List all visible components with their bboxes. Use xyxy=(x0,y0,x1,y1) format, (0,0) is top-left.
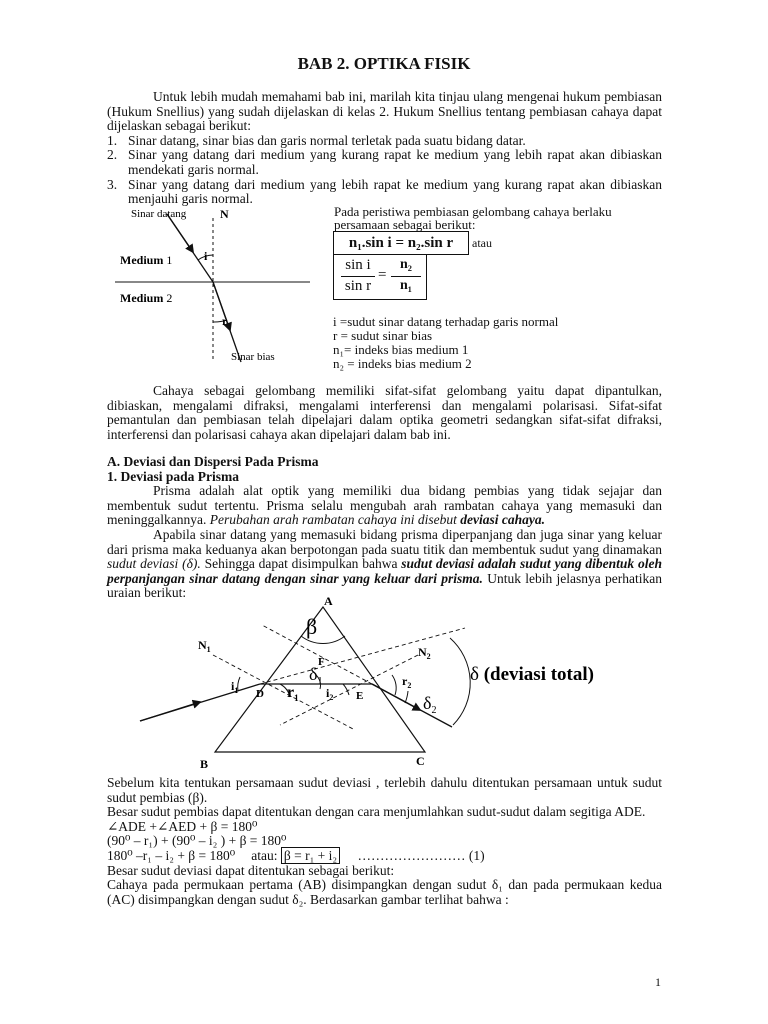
snellius-list xyxy=(107,134,662,207)
snell-ratio xyxy=(333,254,427,300)
incident-arrow-icon xyxy=(140,702,200,721)
list-item: 1. Sinar datang, sinar bias dan garis normal terletak pada suatu bidang datar. xyxy=(107,132,526,148)
section-a xyxy=(107,455,662,601)
angle-i2-arc xyxy=(343,684,349,695)
list-item: 3. Sinar yang datang dari medium yang lebih rapat ke medium yang kurang rapat akan dibiaskan menjauhi garis normal. xyxy=(107,176,662,207)
total-deviation-arc xyxy=(450,638,470,725)
angle-i-label: i xyxy=(204,249,208,263)
fraction-bar xyxy=(341,276,375,277)
equation-3: 180⁰ –r₁ – i₂ + β = 180⁰ atau: β = r₁ + i₂ …………………… (1) xyxy=(107,847,485,863)
wave-section xyxy=(107,384,662,442)
equation-1: ∠ADE +∠AED + β = 180⁰ xyxy=(107,818,258,834)
point-d-label: D xyxy=(256,688,264,700)
equation-2: (90⁰ – r₁) + (90⁰ – i₂ ) + β = 180⁰ xyxy=(107,833,287,849)
angle-r-label: r xyxy=(222,314,228,328)
page-number: 1 xyxy=(655,975,661,989)
refracted-label: Sinar bias xyxy=(231,351,275,363)
snell-legend xyxy=(333,315,663,371)
ratio-den-right: n₁ xyxy=(400,278,412,293)
point-e-label: E xyxy=(356,690,364,702)
delta2-label: $\delta_2$ xyxy=(423,693,437,716)
legend-item: i =sudut sinar datang terhadap garis normal xyxy=(333,314,559,329)
ratio-den-left: sin r xyxy=(344,278,372,294)
wave-paragraph: Cahaya sebagai gelombang memiliki sifat-sifat gelombang yaitu dapat dipantulkan, dibiaskan, mengalami difraksi, mengalami interferensi dan mengalami polarisasi. Sifat-sifat pemantulan dan pembiasan telah dipelajari dalam optika geometri sedangkan sifat-sifat difraksi, interferensi dan polarisasi cahaya akan dipelajari dalam bab ini. xyxy=(107,383,662,442)
incident-extension xyxy=(260,628,465,684)
intro-paragraph: Untuk lebih mudah memahami bab ini, marilah kita tinjau ulang mengenai hukum pembiasan (Hukum Snellius) yang sudah dijelaskan di kelas 2. Hukum Snellius tentang pembiasan cahaya dapat dijelaskan sebagai berikut: xyxy=(107,89,662,134)
legend-item: n₁= indeks bias medium 1 xyxy=(333,342,469,357)
angle-r1-label: $r_1$ xyxy=(287,684,299,703)
incident-label: Sinar datang xyxy=(131,208,187,220)
apex-angle-text: Besar sudut pembias dapat ditentukan dengan cara menjumlahkan sudut-sudut dalam segitiga ADE. xyxy=(107,804,646,820)
prism-paragraph: Prisma adalah alat optik yang memiliki dua bidang pembias yang tidak sejajar dan membentuk sudut tertentu. Prisma selalu mengubah arah rambatan cahaya yang memasuki dan meninggalkannya. Perubahan arah rambatan cahaya ini disebut deviasi cahaya. xyxy=(107,483,662,528)
medium1-label: Medium 1 xyxy=(120,253,173,267)
refraction-diagram xyxy=(105,200,330,375)
ratio-num-right: n₂ xyxy=(400,257,412,272)
angle-i2-label: $i_2$ xyxy=(326,686,334,702)
subsection-heading: 1. Deviasi pada Prisma xyxy=(107,468,240,484)
snell-formula: n₁.sin i = n₂.sin r xyxy=(333,231,469,255)
normal-n2-label: $N_2$ xyxy=(418,645,431,661)
fraction-bar xyxy=(391,276,421,277)
medium2-label: Medium 2 xyxy=(120,291,173,305)
section-heading: A. Deviasi dan Dispersi Pada Prisma xyxy=(107,454,319,469)
ratio-equals: = xyxy=(378,267,387,283)
deviation-explanation: Cahaya pada permukaan pertama (AB) disimpangkan dengan sudut δ₁ dan pada permukaan kedua (AC) disimpangkan dengan sudut δ₂. Berdasarkan gambar terlihat bahwa : xyxy=(107,877,662,907)
derivation-section xyxy=(107,776,662,907)
beta-label: β xyxy=(306,614,318,639)
list-item: 2. Sinar yang datang dari medium yang kurang rapat ke medium yang lebih rapat akan dibiaskan mendekati garis normal. xyxy=(107,147,662,177)
legend-item: r = sudut sinar bias xyxy=(333,328,433,343)
page-title: BAB 2. OPTIKA FISIK xyxy=(297,54,471,73)
total-deviation-label: δ (deviasi total) xyxy=(470,664,594,685)
deviation-method-text: Besar sudut deviasi dapat ditentukan sebagai berikut: xyxy=(107,862,395,878)
legend-item: n₂ = indeks bias medium 2 xyxy=(333,356,472,371)
ratio-num-left: sin i xyxy=(345,257,371,273)
vertex-b-label: B xyxy=(200,757,209,771)
deviation-paragraph: Apabila sinar datang yang memasuki bidang prisma diperpanjang dan juga sinar yang keluar dari prisma maka keduanya akan berpotongan pada suatu titik dan membentuk sudut yang dinamakan sudut deviasi (δ). Sehingga dapat disimpulkan bahwa sudut deviasi adalah sudut yang dibentuk oleh perpanjangan sinar datang dengan sinar yang keluar dari prisma. Untuk lebih jelasnya perhatikan uraian berikut: xyxy=(107,526,662,601)
intro-section xyxy=(107,90,662,207)
point-f-label: F xyxy=(318,656,325,668)
normal-label: N xyxy=(220,207,229,221)
deviation-intro: Sebelum kita tentukan persamaan sudut deviasi , terlebih dahulu ditentukan persamaan untuk sudut sudut pembias (β). xyxy=(107,775,662,805)
angle-i1-label: $i_1$ xyxy=(231,679,239,695)
vertex-c-label: C xyxy=(416,754,425,768)
prism-diagram xyxy=(0,595,768,775)
normal-n1-label: $N_1$ xyxy=(198,638,211,654)
atau-label: atau xyxy=(472,236,492,250)
delta1-label: $\delta_1$ xyxy=(309,664,323,687)
angle-r2-label: $r_2$ xyxy=(402,674,412,690)
snell-intro: Pada peristiwa pembiasan gelombang cahaya berlaku persamaan sebagai berikut: xyxy=(334,204,612,232)
normal-n2-line xyxy=(280,655,418,725)
delta2-arc xyxy=(405,691,408,703)
angle-r2-arc xyxy=(392,675,396,695)
boxed-result: β = r₁ + i₂ xyxy=(281,847,340,864)
vertex-a-label: A xyxy=(324,595,333,608)
